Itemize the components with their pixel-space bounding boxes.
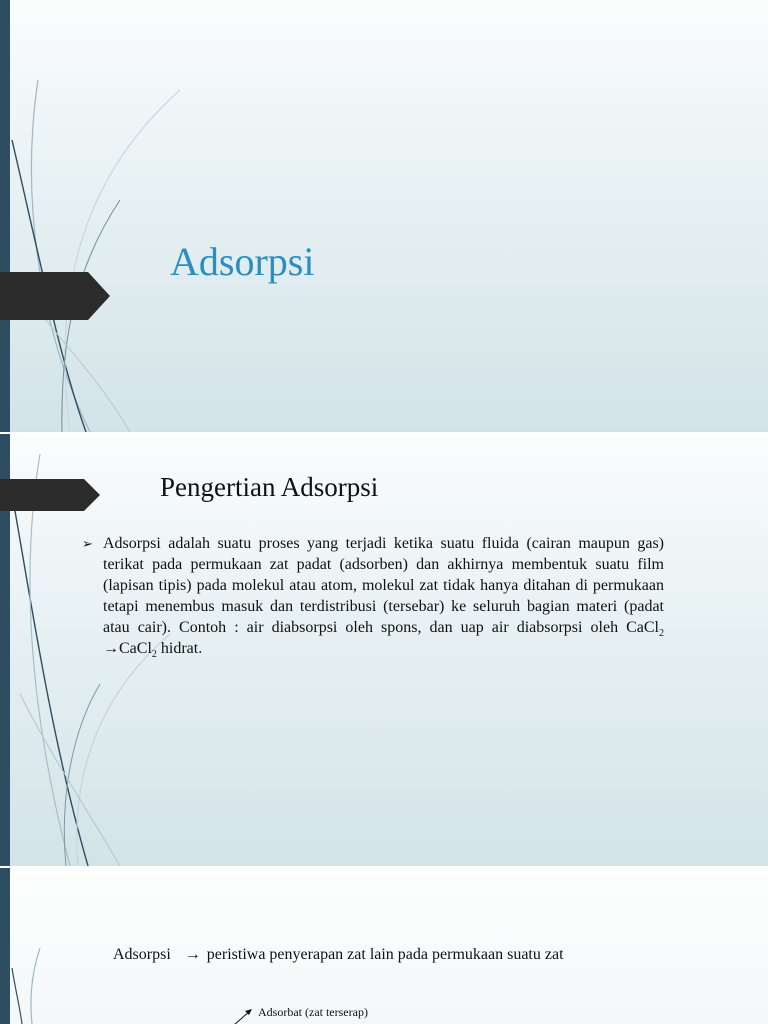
slide-definition <box>0 434 768 866</box>
definition-term: Adsorpsi <box>113 946 171 963</box>
reaction-arrow: → <box>103 640 119 657</box>
bullet-list-item <box>82 533 664 659</box>
slide-title-text: Adsorpsi <box>170 239 315 284</box>
slide-arrow-tab <box>0 479 100 511</box>
formula-cacl: CaCl <box>119 640 152 657</box>
definition-arrow: → <box>184 946 201 963</box>
slide-arrow-tab <box>0 272 110 320</box>
paragraph-main-text: Adsorpsi adalah suatu proses yang terjadi ketika suatu fluida (cairan maupun gas) terikat pada permukaan zat padat (adsorben) dan akhirnya membentuk suatu film (lapisan tipis) pada molekul atau atom, molekul zat tidak hanya ditahan di permukaan tetapi menembus masuk dan terdistribusi (tersebar) ke seluruh bagian materi (padat atau cair). Contoh : air diabsorpsi oleh spons, dan uap air diabsorpsi oleh CaCl <box>103 535 664 636</box>
formula-suffix: hidrat. <box>156 640 203 657</box>
definition-line <box>113 944 643 966</box>
pointer-arrow-icon <box>232 1007 254 1024</box>
decorative-curves <box>0 0 768 432</box>
slide-title <box>0 0 768 432</box>
adsorbat-label: Adsorbat (zat terserap) <box>258 1005 368 1019</box>
subscript-two: 2 <box>659 628 664 640</box>
slide-definition-detail <box>0 868 768 1024</box>
slide-heading: Pengertian Adsorpsi <box>160 472 379 502</box>
bullet-arrow-icon: ➢ <box>82 536 93 551</box>
definition-text: peristiwa penyerapan zat lain pada permukaan suatu zat <box>206 946 564 963</box>
subscript-two: 2 <box>151 649 157 661</box>
bullet-paragraph <box>103 533 664 659</box>
